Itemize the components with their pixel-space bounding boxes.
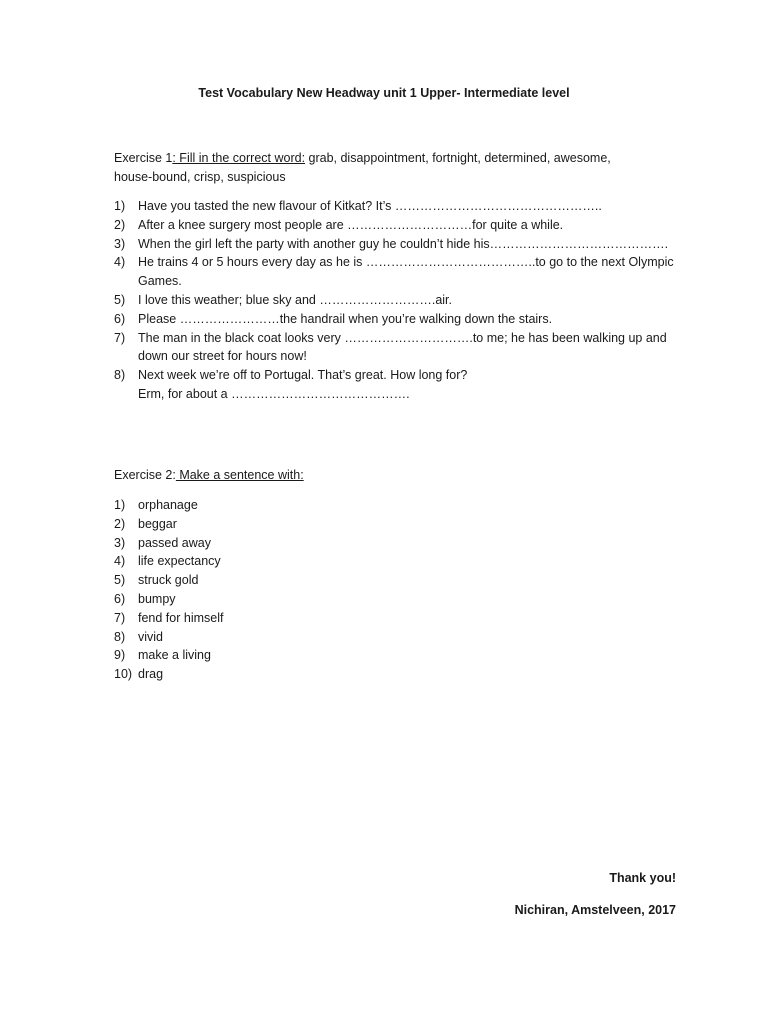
exercise-1-word-bank-line-1: grab, disappointment, fortnight, determined, awesome,: [305, 151, 611, 165]
exercise-1-word-bank-line-2: house-bound, crisp, suspicious: [114, 169, 286, 184]
list-item-text: beggar: [138, 516, 177, 531]
list-item-text: When the girl left the party with another guy he couldn’t hide his…………………………………….: [138, 236, 669, 251]
exercise-2-label: Exercise 2:: [114, 468, 176, 482]
list-item-number: 7): [114, 330, 126, 345]
list-item-text: life expectancy: [138, 554, 221, 569]
list-item-text: Have you tasted the new flavour of Kitkat? It’s …………………………………………..: [138, 199, 602, 213]
signature: Nichiran, Amstelveen, 2017: [514, 903, 676, 917]
list-item-text: Next week we’re off to Portugal. That’s great. How long for?: [138, 368, 468, 383]
list-item-number: 4): [114, 255, 126, 270]
list-item-text: struck gold: [138, 573, 199, 588]
list-item-text: vivid: [138, 629, 164, 644]
list-item-text: orphanage: [138, 498, 198, 512]
list-item-text: After a knee surgery most people are …………………………for quite a while.: [138, 217, 564, 232]
list-item-number: 3): [114, 535, 126, 550]
list-item-text: He trains 4 or 5 hours every day as he is …………………………………..to go to the next Olympic: [138, 255, 674, 270]
list-item-text: Please ……………………the handrail when you’re walking down the stairs.: [138, 311, 553, 326]
exercise-2-heading: [114, 466, 674, 485]
list-item-text: fend for himself: [138, 610, 224, 625]
list-item: [114, 197, 674, 216]
list-item: [114, 235, 674, 254]
list-item-text: Games.: [138, 274, 182, 289]
list-item-number: 7): [114, 610, 126, 625]
list-item-number: 8): [114, 368, 126, 383]
list-item: [114, 628, 674, 647]
list-item-text: make a living: [138, 648, 211, 663]
list-item-text: bumpy: [138, 591, 176, 606]
list-item-number: 6): [114, 311, 126, 326]
list-item-text: I love this weather; blue sky and ……………………….air.: [138, 292, 452, 307]
list-item-number: 1): [114, 498, 126, 512]
exercise-1-list: [114, 197, 674, 404]
list-item: [114, 329, 674, 367]
list-item-number: 6): [114, 591, 126, 606]
list-item: [114, 253, 674, 291]
list-item-text: Erm, for about a …………………………………….: [138, 386, 410, 401]
list-item-number: 8): [114, 629, 126, 644]
list-item-number: 9): [114, 648, 126, 663]
list-item-text: passed away: [138, 535, 211, 550]
list-item-number: 2): [114, 217, 126, 232]
document-title: Test Vocabulary New Headway unit 1 Upper- Intermediate level: [198, 86, 570, 100]
list-item-text: down our street for hours now!: [138, 349, 307, 364]
list-item: [114, 609, 674, 628]
list-item: [114, 571, 674, 590]
list-item-text: drag: [138, 667, 164, 682]
list-item-text: The man in the black coat looks very ………………………….to me; he has been walking up and: [138, 330, 667, 345]
list-item: [114, 534, 674, 553]
list-item: [114, 291, 674, 310]
list-item-number: 1): [114, 199, 126, 213]
exercise-1-instruction: : Fill in the correct word:: [172, 151, 306, 165]
list-item-number: 4): [114, 554, 126, 569]
exercise-1-heading: [114, 149, 674, 186]
closing-text: Thank you!: [609, 871, 676, 885]
list-item: [114, 646, 674, 665]
list-item-number: 2): [114, 516, 126, 531]
list-item: [114, 216, 674, 235]
list-item-number: 5): [114, 292, 126, 307]
list-item: [114, 366, 674, 404]
list-item: [114, 515, 674, 534]
list-item-number: 5): [114, 573, 126, 588]
exercise-2-instruction: Make a sentence with:: [175, 468, 304, 482]
list-item-number: 10): [114, 667, 133, 682]
list-item: [114, 310, 674, 329]
list-item-number: 3): [114, 236, 126, 251]
list-item: [114, 665, 674, 684]
list-item: [114, 552, 674, 571]
exercise-2-list: [114, 496, 674, 684]
list-item: [114, 496, 674, 515]
list-item: [114, 590, 674, 609]
exercise-1-label: Exercise 1: [114, 151, 173, 165]
